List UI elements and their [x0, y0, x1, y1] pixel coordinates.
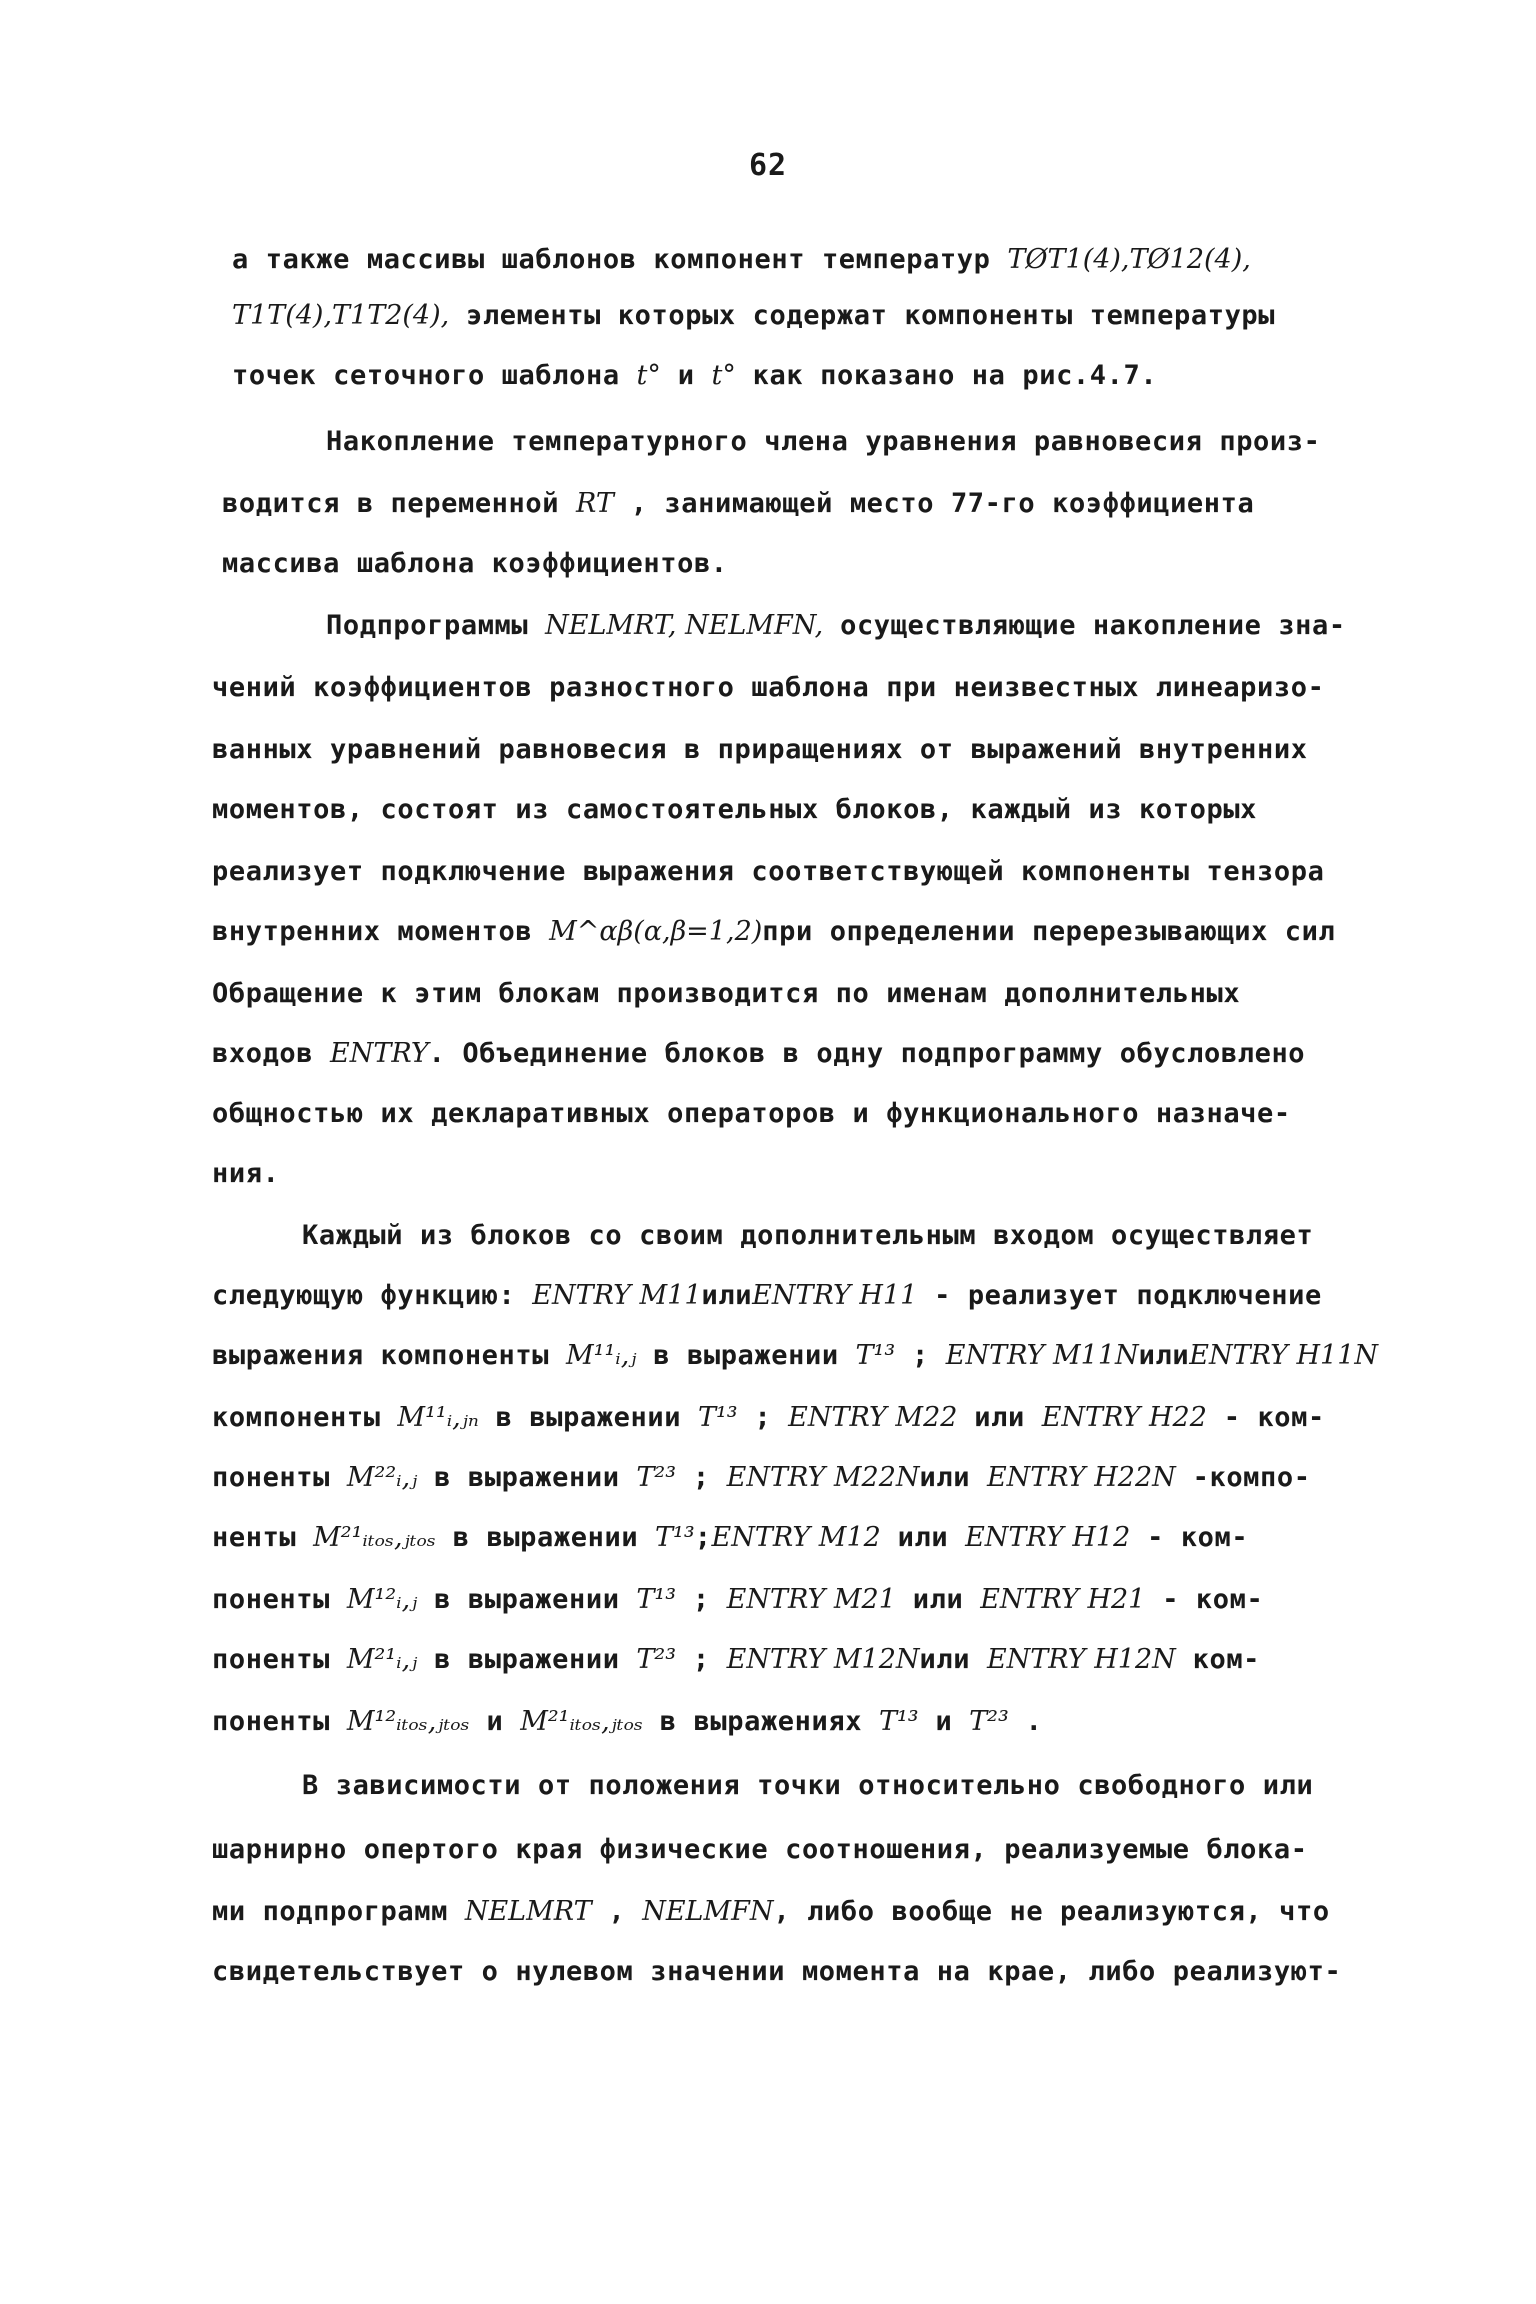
handwritten-formula: M²¹ᵢₜₒₛ,ⱼₜₒₛ [520, 1706, 643, 1737]
text-line [212, 1958, 1341, 1985]
handwritten-formula: ENTRY M22N [726, 1462, 920, 1493]
handwritten-formula: M²²ᵢ,ⱼ [346, 1462, 418, 1493]
typed-text: чений коэффициентов разностного шаблона при неизвестных линеаризо- [212, 672, 1325, 703]
handwritten-formula: RT [575, 488, 614, 519]
typed-text: водится в переменной [222, 488, 576, 519]
text-line [212, 1160, 279, 1187]
handwritten-formula: ENTRY H11N [1189, 1340, 1379, 1371]
text-line [212, 1040, 1305, 1067]
typed-text: , [591, 1896, 643, 1927]
typed-text: . [1008, 1706, 1043, 1737]
handwritten-formula: T1T(4),T1T2(4), [232, 300, 450, 331]
typed-text: в выражениях [642, 1706, 879, 1737]
typed-text: входов [212, 1038, 330, 1069]
handwritten-formula: NELMRT, NELMFN, [545, 610, 824, 641]
typed-text: в выражении [417, 1462, 637, 1493]
text-line [232, 246, 1251, 273]
handwritten-formula: ENTRY M21 [726, 1584, 896, 1615]
typed-text: реализует подключение выражения соответствующей компоненты тензора [212, 856, 1325, 887]
handwritten-formula: ENTRY M11N [945, 1340, 1139, 1371]
typed-text: поненты [212, 1644, 347, 1675]
typed-text: следующую функцию: [212, 1280, 533, 1311]
text-line [212, 1404, 1325, 1431]
typed-text: В зависимости от положения точки относительно свободного или [302, 1770, 1314, 1801]
typed-text: ми подпрограмм [212, 1896, 465, 1927]
typed-text: ; [676, 1644, 727, 1675]
typed-text: Обращение к этим блокам производится по именам дополнительных [212, 978, 1241, 1009]
text-line [232, 302, 1275, 329]
typed-text: или [919, 1644, 987, 1675]
typed-text: , либо вообще не реализуются, что [773, 1896, 1330, 1927]
handwritten-formula: ENTRY H22N [986, 1462, 1176, 1493]
text-line [212, 1646, 1260, 1673]
typed-text: массива шаблона коэффициентов. [222, 548, 728, 579]
typed-text: ванных уравнений равновесия в приращениях от выражений внутренних [212, 734, 1308, 765]
handwritten-formula: M¹²ᵢₜₒₛ,ⱼₜₒₛ [346, 1706, 470, 1737]
handwritten-formula: T²³ [636, 1644, 677, 1675]
typed-text: и [660, 360, 712, 391]
typed-text: ния. [212, 1158, 280, 1189]
handwritten-formula: T¹³ [878, 1706, 919, 1737]
typed-text: в выражении [636, 1340, 856, 1371]
typed-text: внутренних моментов [212, 916, 550, 947]
text-line [326, 428, 1320, 455]
typed-text: а также массивы шаблонов компонент температур [232, 244, 1008, 275]
typed-text: элементы которых содержат компоненты температуры [449, 300, 1276, 331]
handwritten-formula: ENTRY [330, 1038, 429, 1069]
typed-text: - ком- [1145, 1584, 1264, 1615]
handwritten-formula: M¹¹ᵢ,ⱼ [565, 1340, 637, 1371]
handwritten-formula: M²¹ᵢₜₒₛ,ⱼₜₒₛ [313, 1522, 436, 1553]
text-line [212, 1586, 1263, 1613]
typed-text: ; [694, 1522, 712, 1553]
typed-text: в выражении [435, 1522, 656, 1553]
typed-text: осуществляющие накопление зна- [823, 610, 1346, 641]
typed-text: . Объединение блоков в одну подпрограмму обусловлено [428, 1038, 1306, 1069]
typed-text: или [957, 1402, 1042, 1433]
text-line [212, 796, 1257, 823]
handwritten-formula: ENTRY M12 [711, 1522, 881, 1553]
typed-text: или [919, 1462, 987, 1493]
text-line [212, 918, 1335, 945]
handwritten-formula: ENTRY H12N [986, 1644, 1176, 1675]
handwritten-formula: TØT1(4),TØ12(4), [1007, 244, 1251, 275]
typed-text: ненты [212, 1522, 314, 1553]
handwritten-formula: ENTRY M11 [532, 1280, 702, 1311]
handwritten-formula: M¹²ᵢ,ⱼ [346, 1584, 418, 1615]
text-line [212, 1100, 1291, 1127]
handwritten-formula: ENTRY H21 [980, 1584, 1146, 1615]
text-line [212, 858, 1324, 885]
typed-text: или [701, 1280, 753, 1311]
typed-text: ; [895, 1340, 946, 1371]
typed-text: ; [676, 1462, 727, 1493]
typed-text: Подпрограммы [326, 610, 546, 641]
page-number: 62 [748, 148, 788, 183]
handwritten-formula: T²³ [636, 1462, 677, 1493]
handwritten-formula: NELMRT [464, 1896, 592, 1927]
typed-text: -компо- [1175, 1462, 1311, 1493]
handwritten-formula: NELMFN [642, 1896, 774, 1927]
handwritten-formula: ENTRY M22 [788, 1402, 958, 1433]
text-line [302, 1222, 1313, 1249]
handwritten-formula: T¹³ [655, 1522, 695, 1553]
handwritten-formula: t° [636, 360, 661, 391]
typed-text: точек сеточного шаблона [232, 360, 637, 391]
typed-text: поненты [212, 1706, 347, 1737]
text-line [212, 1836, 1308, 1863]
text-line [222, 550, 728, 577]
text-line [232, 362, 1157, 389]
typed-text: как показано на рис.4.7. [735, 360, 1158, 391]
typed-text: или [1138, 1340, 1190, 1371]
text-line [212, 1342, 1378, 1369]
typed-text: или [880, 1522, 966, 1553]
handwritten-formula: M¹¹ᵢ,ⱼₙ [397, 1402, 479, 1433]
typed-text: ком- [1175, 1644, 1261, 1675]
typed-text: и [469, 1706, 521, 1737]
typed-text: компоненты [212, 1402, 398, 1433]
typed-text: ; [676, 1584, 727, 1615]
handwritten-formula: T²³ [969, 1706, 1009, 1737]
typed-text: - ком- [1206, 1402, 1325, 1433]
typed-text: при определении перерезывающих сил [762, 916, 1336, 947]
handwritten-formula: T¹³ [855, 1340, 896, 1371]
text-line [212, 1898, 1330, 1925]
text-line [326, 612, 1346, 639]
typed-text: в выражении [417, 1584, 637, 1615]
typed-text: в выражении [478, 1402, 698, 1433]
typed-text: Накопление температурного члена уравнения равновесия произ- [326, 426, 1321, 457]
text-line [212, 1282, 1322, 1309]
handwritten-formula: ENTRY H12 [965, 1522, 1131, 1553]
typed-text: Каждый из блоков со своим дополнительным входом осуществляет [302, 1220, 1314, 1251]
typed-text: - реализует подключение [917, 1280, 1322, 1311]
typed-text: , занимающей место 77-го коэффициента [613, 488, 1255, 519]
typed-text: и [918, 1706, 970, 1737]
handwritten-formula: M^αβ(α,β=1,2) [549, 916, 763, 947]
text-line [212, 1708, 1043, 1735]
handwritten-formula: ENTRY H11 [752, 1280, 918, 1311]
typed-text: шарнирно опертого края физические соотношения, реализуемые блока- [212, 1834, 1308, 1865]
typed-text: моментов, состоят из самостоятельных блоков, каждый из которых [212, 794, 1258, 825]
typed-text: или [895, 1584, 981, 1615]
handwritten-formula: ENTRY M12N [726, 1644, 920, 1675]
typed-text: выражения компоненты [212, 1340, 566, 1371]
typed-text: в выражении [417, 1644, 637, 1675]
text-line [212, 674, 1324, 701]
handwritten-formula: t° [711, 360, 736, 391]
text-line [212, 736, 1308, 763]
text-line [302, 1772, 1313, 1799]
text-line [222, 490, 1254, 517]
typed-text: ; [737, 1402, 789, 1433]
typed-text: поненты [212, 1462, 347, 1493]
typed-text: свидетельствует о нулевом значении момента на крае, либо реализуют- [212, 1956, 1342, 1987]
handwritten-formula: M²¹ᵢ,ⱼ [346, 1644, 418, 1675]
typed-text: общностью их декларативных операторов и функционального назначе- [212, 1098, 1291, 1129]
text-line [212, 1464, 1311, 1491]
text-line [212, 1524, 1248, 1551]
text-line [212, 980, 1240, 1007]
handwritten-formula: ENTRY H22 [1041, 1402, 1207, 1433]
typed-text: поненты [212, 1584, 347, 1615]
handwritten-formula: T¹³ [636, 1584, 677, 1615]
typed-text: - ком- [1130, 1522, 1249, 1553]
handwritten-formula: T¹³ [697, 1402, 738, 1433]
